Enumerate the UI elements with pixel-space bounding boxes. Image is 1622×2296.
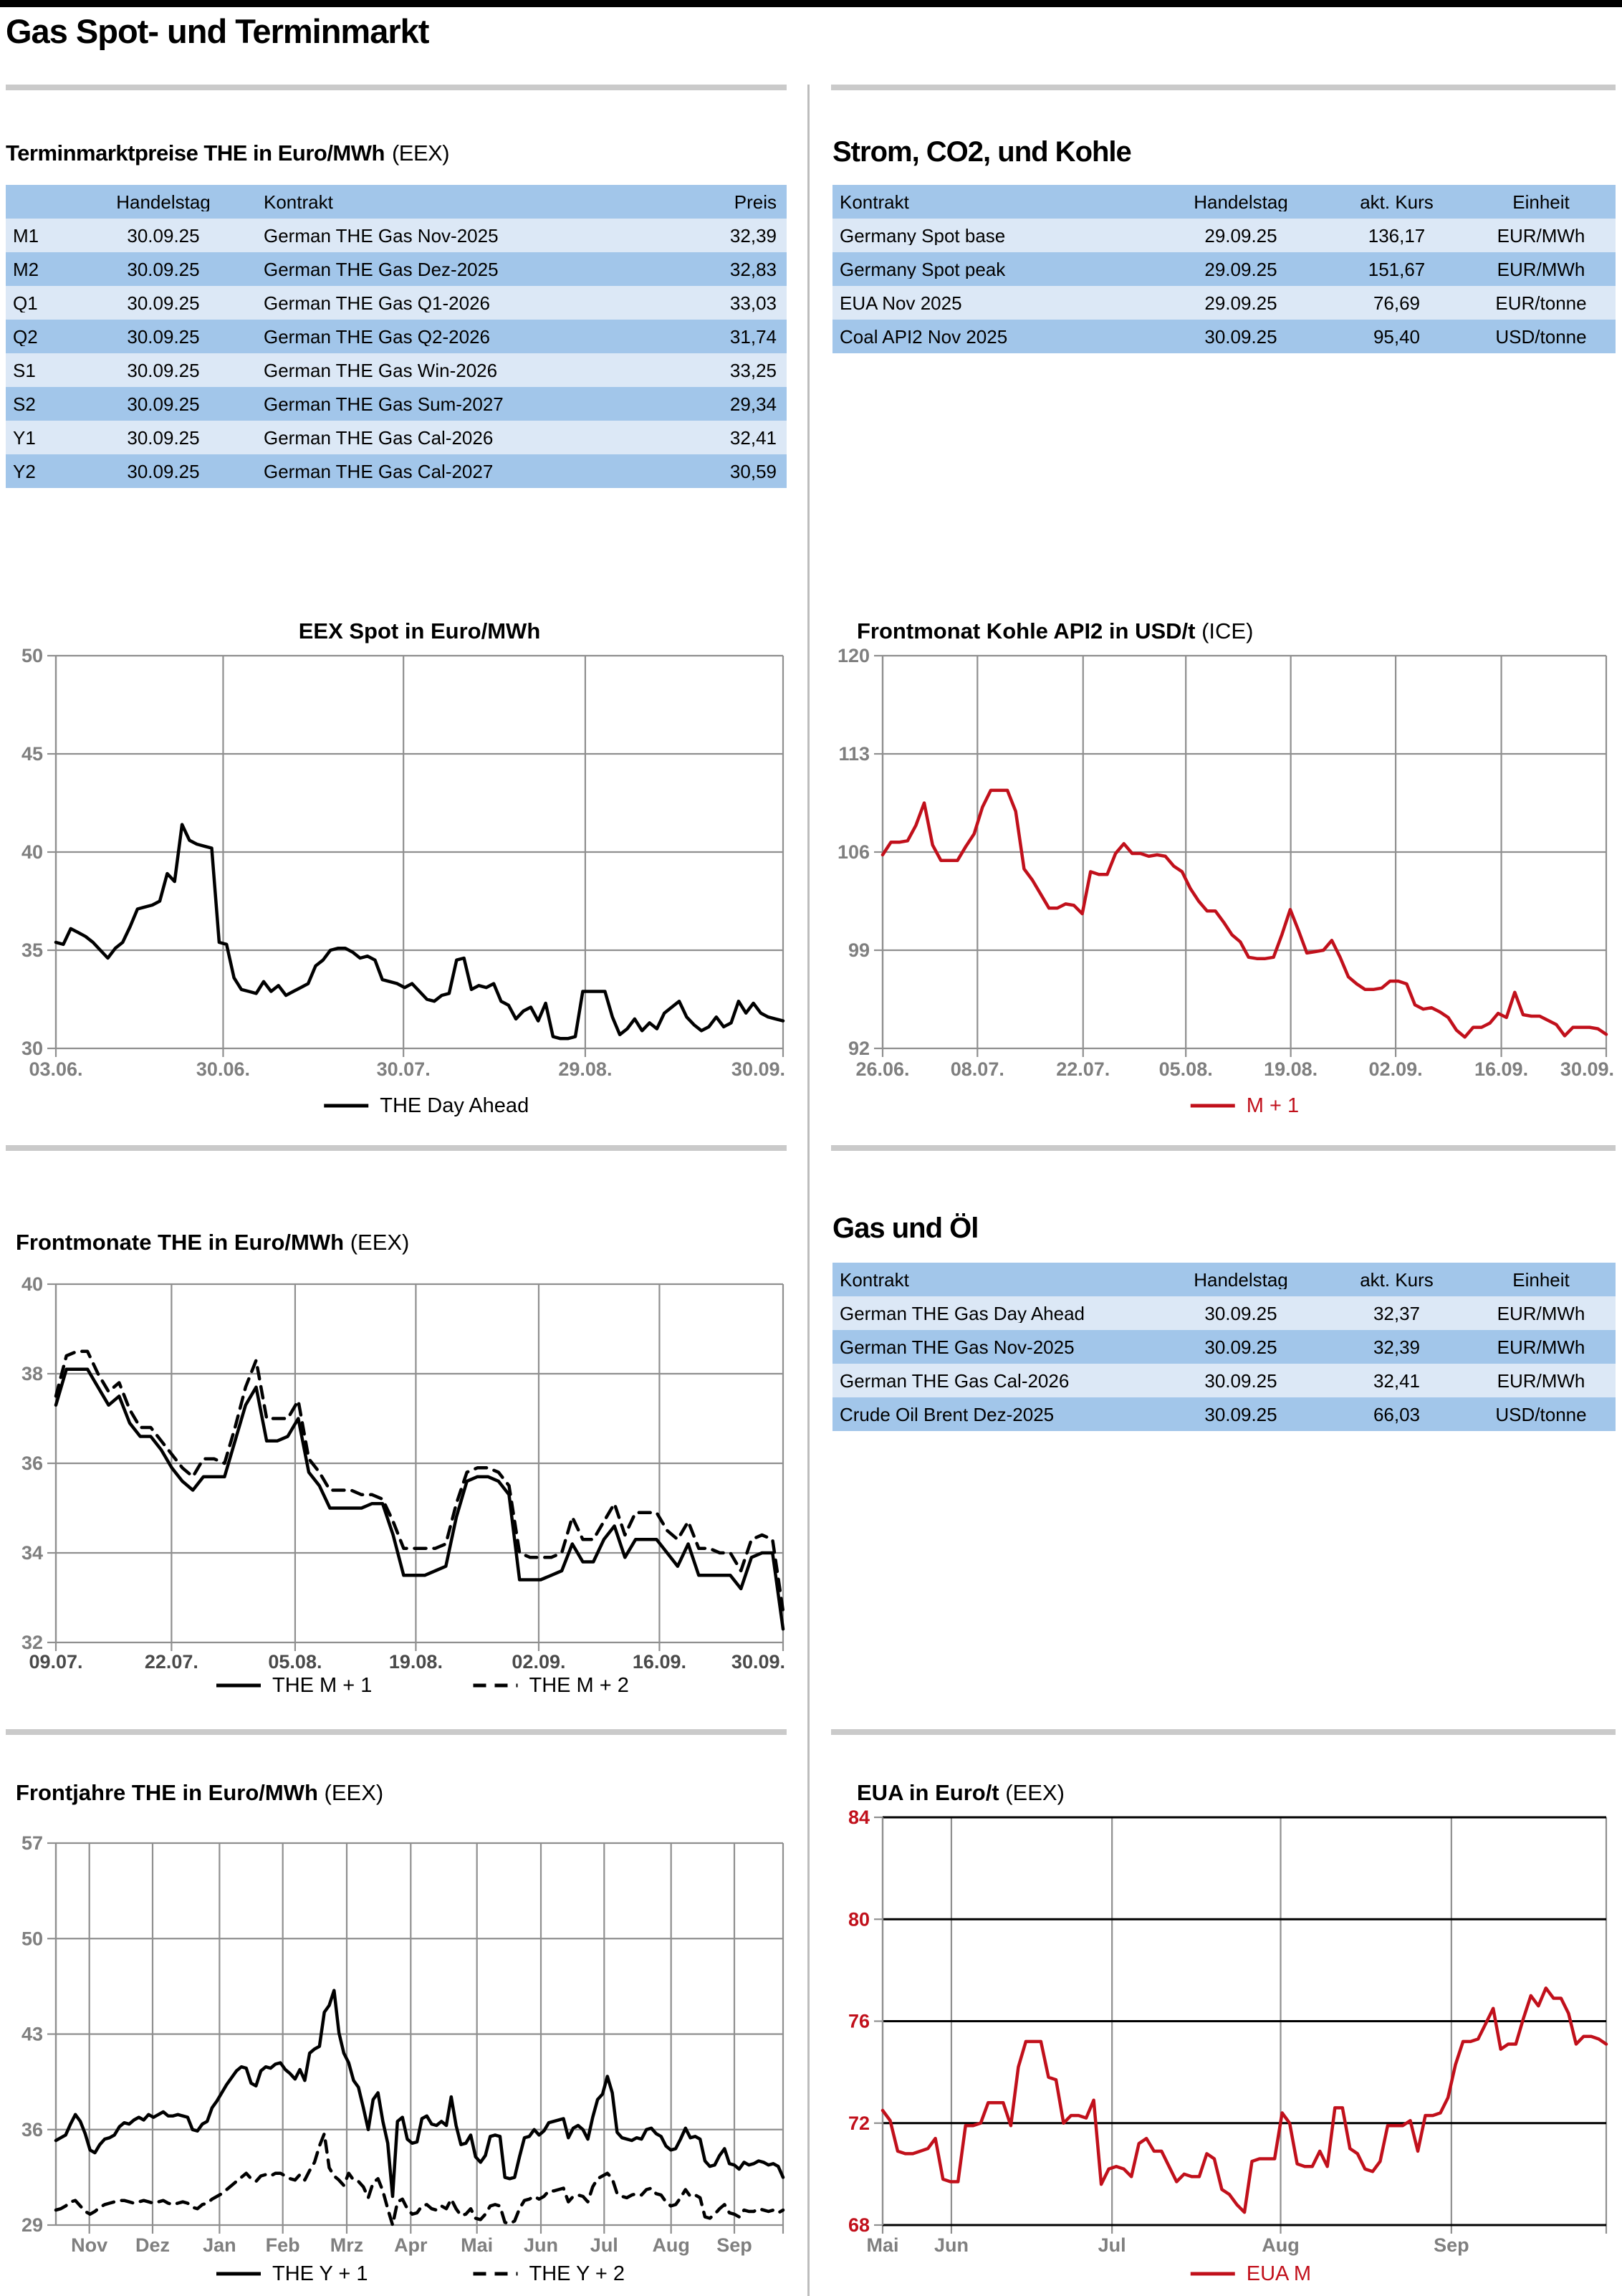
table-cell: 29,34	[729, 394, 777, 413]
table-cell: Germany Spot peak	[840, 259, 1006, 279]
svg-text:80: 80	[848, 1908, 870, 1931]
svg-text:Sep: Sep	[716, 2234, 752, 2256]
table-cell: German THE Gas Q1-2026	[264, 293, 490, 312]
table-cell: German THE Gas Nov-2025	[264, 226, 499, 245]
heading-terminmarktpreise: Terminmarktpreise THE in Euro/MWh (EEX)	[6, 140, 450, 166]
column-header: Kontrakt	[264, 192, 333, 211]
svg-text:Aug: Aug	[652, 2234, 690, 2256]
svg-text:36: 36	[21, 2118, 43, 2140]
table-cell: 30.09.25	[127, 461, 200, 481]
table-cell: 33,25	[729, 360, 777, 380]
table-cell: 30.09.25	[1204, 327, 1277, 346]
table-cell: EUR/MWh	[1497, 259, 1585, 279]
svg-text:Nov: Nov	[71, 2234, 108, 2256]
svg-text:THE M + 2: THE M + 2	[529, 1674, 629, 1697]
svg-text:120: 120	[837, 645, 870, 666]
svg-text:Jul: Jul	[590, 2234, 618, 2256]
svg-text:19.08.: 19.08.	[1264, 1058, 1318, 1080]
table-cell: 30.09.25	[127, 259, 200, 279]
svg-text:45: 45	[21, 743, 43, 765]
table-cell: 32,41	[729, 428, 777, 447]
table-cell: German THE Gas Nov-2025	[840, 1337, 1075, 1357]
table-cell: 30.09.25	[127, 226, 200, 245]
table-row	[832, 320, 1616, 353]
svg-text:Frontmonate THE in Euro/MWh (E: Frontmonate THE in Euro/MWh (EEX)	[16, 1230, 410, 1255]
column-header: Kontrakt	[840, 1270, 909, 1289]
table-row	[6, 320, 787, 353]
column-header: akt. Kurs	[1360, 1270, 1434, 1289]
section-rule	[6, 1729, 787, 1735]
svg-text:76: 76	[848, 2010, 870, 2032]
svg-text:THE Y + 2: THE Y + 2	[529, 2262, 625, 2285]
svg-text:Jun: Jun	[934, 2234, 969, 2256]
svg-text:26.06.: 26.06.	[855, 1058, 910, 1080]
table-cell: German THE Gas Cal-2026	[840, 1371, 1070, 1390]
svg-text:02.09.: 02.09.	[1368, 1058, 1423, 1080]
svg-text:Jan: Jan	[203, 2234, 236, 2256]
svg-text:Aug: Aug	[1262, 2234, 1300, 2256]
svg-text:02.09.: 02.09.	[512, 1651, 566, 1673]
section-rule	[6, 1145, 787, 1151]
table-row	[6, 454, 787, 488]
table-cell: 76,69	[1373, 293, 1421, 312]
column-header: Preis	[734, 192, 777, 211]
table-row	[6, 353, 787, 387]
table-cell: 66,03	[1373, 1405, 1421, 1424]
table-cell: Crude Oil Brent Dez-2025	[840, 1405, 1055, 1424]
svg-text:Frontjahre THE in Euro/MWh (EE: Frontjahre THE in Euro/MWh (EEX)	[16, 1780, 384, 1805]
table-cell: 30.09.25	[127, 428, 200, 447]
table-cell: 30.09.25	[127, 293, 200, 312]
table-row	[6, 252, 787, 286]
table-cell: 29.09.25	[1204, 226, 1277, 245]
table-cell: 30.09.25	[1204, 1371, 1277, 1390]
eua-chart	[824, 1756, 1616, 2293]
frontjahre-the-chart	[6, 1756, 787, 2293]
svg-text:EEX Spot in Euro/MWh: EEX Spot in Euro/MWh	[298, 618, 541, 644]
column-divider	[807, 85, 810, 2296]
frontmonate-the-chart	[6, 1204, 787, 1727]
table-cell: 30,59	[729, 461, 777, 481]
svg-text:57: 57	[21, 1832, 43, 1854]
table-row	[6, 286, 787, 320]
svg-text:30.06.: 30.06.	[196, 1058, 250, 1080]
column-header: Handelstag	[1194, 192, 1288, 211]
svg-text:19.08.: 19.08.	[388, 1651, 443, 1673]
svg-text:50: 50	[21, 645, 43, 666]
table-cell: M1	[13, 226, 39, 245]
svg-text:Jun: Jun	[523, 2234, 559, 2256]
svg-text:113: 113	[838, 743, 870, 765]
column-header: Einheit	[1512, 192, 1570, 211]
table-cell: EUA Nov 2025	[840, 293, 962, 312]
table-cell: 32,39	[729, 226, 777, 245]
eex-spot-chart	[6, 613, 787, 1143]
table-cell: 136,17	[1368, 226, 1426, 245]
svg-text:35: 35	[21, 939, 43, 961]
terminmarkt-table	[6, 185, 787, 488]
table-row	[832, 219, 1616, 252]
section-rule	[831, 85, 1616, 90]
svg-text:38: 38	[21, 1363, 43, 1384]
svg-text:106: 106	[837, 841, 870, 863]
table-row	[832, 1364, 1616, 1397]
svg-text:Sep: Sep	[1434, 2234, 1469, 2256]
svg-text:68: 68	[848, 2214, 870, 2236]
table-header-row	[6, 185, 787, 219]
svg-text:THE Day Ahead: THE Day Ahead	[380, 1094, 529, 1117]
svg-text:09.07.: 09.07.	[29, 1651, 83, 1673]
section-rule	[831, 1145, 1616, 1151]
table-cell: 30.09.25	[127, 394, 200, 413]
column-header: Einheit	[1512, 1270, 1570, 1289]
heading-gas-oel: Gas und Öl	[832, 1212, 979, 1244]
table-cell: 31,74	[729, 327, 777, 346]
table-cell: German THE Gas Day Ahead	[840, 1304, 1085, 1323]
svg-text:08.07.: 08.07.	[950, 1058, 1004, 1080]
table-row	[832, 1296, 1616, 1330]
table-cell: 30.09.25	[1204, 1337, 1277, 1357]
table-cell: 30.09.25	[1204, 1304, 1277, 1323]
table-cell: EUR/MWh	[1497, 1371, 1585, 1390]
table-cell: M2	[13, 259, 39, 279]
table-row	[832, 252, 1616, 286]
svg-text:Frontmonat Kohle API2 in USD/t: Frontmonat Kohle API2 in USD/t (ICE)	[857, 618, 1254, 644]
page-title: Gas Spot- und Terminmarkt	[6, 12, 429, 50]
svg-text:Apr: Apr	[394, 2234, 428, 2256]
table-cell: German THE Gas Win-2026	[264, 360, 498, 380]
column-header: Handelstag	[116, 192, 211, 211]
table-cell: EUR/MWh	[1497, 1337, 1585, 1357]
svg-text:99: 99	[848, 939, 870, 961]
heading-strom-co2-kohle: Strom, CO2, und Kohle	[832, 136, 1131, 168]
table-cell: 151,67	[1368, 259, 1426, 279]
table-cell: 32,37	[1373, 1304, 1421, 1323]
table-cell: EUR/tonne	[1495, 293, 1587, 312]
svg-text:32: 32	[21, 1632, 43, 1653]
svg-text:92: 92	[848, 1038, 870, 1059]
table-cell: USD/tonne	[1495, 327, 1587, 346]
svg-text:THE M + 1: THE M + 1	[272, 1674, 373, 1697]
svg-text:05.08.: 05.08.	[1158, 1058, 1213, 1080]
table-cell: 95,40	[1373, 327, 1421, 346]
svg-text:30: 30	[21, 1038, 43, 1059]
svg-text:34: 34	[21, 1542, 43, 1564]
table-cell: 30.09.25	[127, 327, 200, 346]
svg-text:Feb: Feb	[265, 2234, 300, 2256]
section-rule	[831, 1729, 1616, 1735]
table-cell: Q1	[13, 293, 38, 312]
table-cell: 29.09.25	[1204, 259, 1277, 279]
svg-text:30.07.: 30.07.	[376, 1058, 431, 1080]
table-row	[832, 286, 1616, 320]
svg-text:M + 1: M + 1	[1246, 1094, 1300, 1117]
svg-text:30.09.: 30.09.	[731, 1058, 785, 1080]
table-cell: German THE Gas Cal-2027	[264, 461, 494, 481]
svg-text:Mrz: Mrz	[330, 2234, 364, 2256]
table-row	[6, 387, 787, 421]
svg-text:40: 40	[21, 1273, 43, 1295]
column-header: Kontrakt	[840, 192, 909, 211]
table-row	[832, 1397, 1616, 1431]
svg-text:84: 84	[848, 1807, 870, 1828]
svg-text:50: 50	[21, 1928, 43, 1950]
svg-text:Jul: Jul	[1098, 2234, 1126, 2256]
table-cell: EUR/MWh	[1497, 226, 1585, 245]
svg-text:05.08.: 05.08.	[268, 1651, 322, 1673]
table-cell: Y2	[13, 461, 36, 481]
table-cell: 29.09.25	[1204, 293, 1277, 312]
svg-text:THE Y + 1: THE Y + 1	[272, 2262, 368, 2285]
table-cell: S1	[13, 360, 36, 380]
svg-text:29.08.: 29.08.	[558, 1058, 613, 1080]
top-black-bar	[0, 0, 1622, 7]
table-row	[6, 219, 787, 252]
svg-text:43: 43	[21, 2023, 43, 2045]
svg-text:29: 29	[21, 2214, 43, 2236]
table-cell: S2	[13, 394, 36, 413]
svg-text:03.06.: 03.06.	[29, 1058, 83, 1080]
table-cell: 32,41	[1373, 1371, 1421, 1390]
svg-text:16.09.: 16.09.	[632, 1651, 686, 1673]
table-cell: 33,03	[729, 293, 777, 312]
strom-co2-kohle-table	[832, 185, 1616, 353]
svg-text:Dez: Dez	[135, 2234, 171, 2256]
svg-text:30.09.: 30.09.	[1560, 1058, 1614, 1080]
svg-text:40: 40	[21, 841, 43, 863]
kohle-api2-chart	[824, 613, 1616, 1143]
table-cell: 32,83	[729, 259, 777, 279]
svg-text:EUA M: EUA M	[1246, 2262, 1311, 2285]
table-header-row	[832, 1263, 1616, 1296]
table-cell: EUR/MWh	[1497, 1304, 1585, 1323]
svg-text:EUA in Euro/t (EEX): EUA in Euro/t (EEX)	[857, 1780, 1065, 1805]
table-cell: German THE Gas Q2-2026	[264, 327, 490, 346]
column-header: akt. Kurs	[1360, 192, 1434, 211]
svg-text:22.07.: 22.07.	[144, 1651, 198, 1673]
svg-text:36: 36	[21, 1453, 43, 1474]
section-rule	[6, 85, 787, 90]
table-cell: 32,39	[1373, 1337, 1421, 1357]
gas-oel-table	[832, 1263, 1616, 1431]
table-row	[832, 1330, 1616, 1364]
table-header-row	[832, 185, 1616, 219]
table-cell: 30.09.25	[1204, 1405, 1277, 1424]
svg-text:Mai: Mai	[461, 2234, 494, 2256]
table-cell: Coal API2 Nov 2025	[840, 327, 1008, 346]
svg-text:30.09.: 30.09.	[731, 1651, 785, 1673]
table-cell: German THE Gas Dez-2025	[264, 259, 499, 279]
svg-text:Mai: Mai	[866, 2234, 899, 2256]
table-cell: German THE Gas Sum-2027	[264, 394, 504, 413]
table-cell: German THE Gas Cal-2026	[264, 428, 494, 447]
table-row	[6, 421, 787, 454]
svg-text:16.09.: 16.09.	[1474, 1058, 1529, 1080]
svg-text:72: 72	[848, 2112, 870, 2134]
column-header: Handelstag	[1194, 1270, 1288, 1289]
table-cell: Germany Spot base	[840, 226, 1006, 245]
table-cell: Q2	[13, 327, 38, 346]
table-cell: USD/tonne	[1495, 1405, 1587, 1424]
table-cell: 30.09.25	[127, 360, 200, 380]
svg-text:22.07.: 22.07.	[1056, 1058, 1110, 1080]
table-cell: Y1	[13, 428, 36, 447]
